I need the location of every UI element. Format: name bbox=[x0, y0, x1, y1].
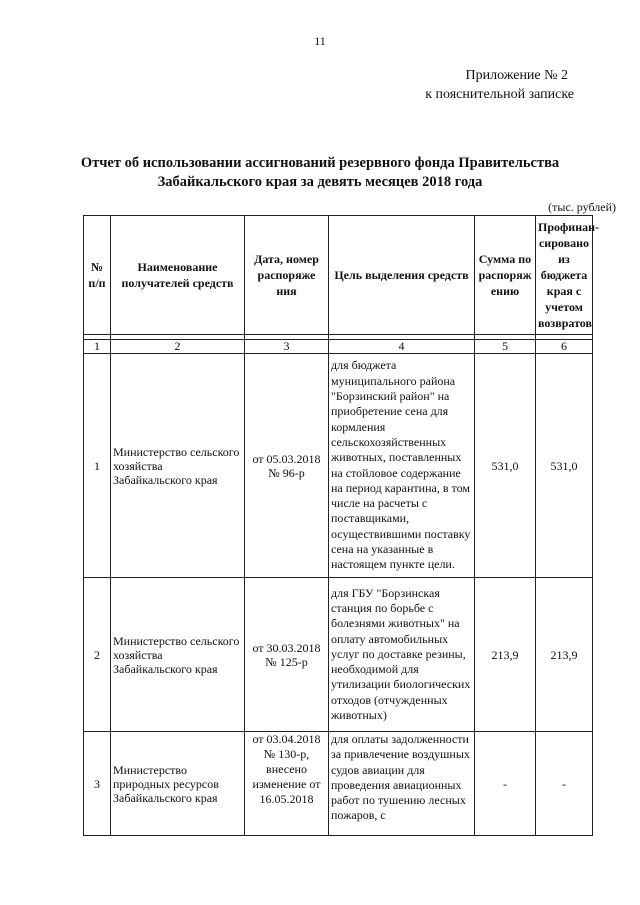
table-row bbox=[84, 578, 593, 732]
column-number: 4 bbox=[329, 340, 475, 354]
header-num: № п/п bbox=[84, 216, 111, 335]
row-purpose: для ГБУ "Борзинская станция по борьбе с болезнями животных" на оплату автомобильных услуг по доставке резины, необходимой для утилизации биологических отходов (отчужденных животных) bbox=[329, 578, 475, 732]
column-number: 3 bbox=[245, 340, 329, 354]
column-number-row bbox=[84, 340, 593, 354]
header-sum: Сумма по распоряж ению bbox=[475, 216, 536, 335]
row-num: 3 bbox=[84, 732, 111, 836]
report-title-line-1: Отчет об использовании ассигнований резервного фонда Правительства bbox=[80, 155, 560, 171]
row-sum: - bbox=[475, 732, 536, 836]
column-number: 6 bbox=[536, 340, 593, 354]
column-number: 1 bbox=[84, 340, 111, 354]
column-number: 5 bbox=[475, 340, 536, 354]
row-sum: 531,0 bbox=[475, 354, 536, 578]
row-date: от 30.03.2018 № 125-р bbox=[245, 578, 329, 732]
page-number: 11 bbox=[314, 34, 326, 48]
row-sum: 213,9 bbox=[475, 578, 536, 732]
row-num: 1 bbox=[84, 354, 111, 578]
header-recipient: Наименование получателей средств bbox=[111, 216, 245, 335]
appendix-line-1: Приложение № 2 bbox=[465, 68, 568, 83]
report-title-line-2: Забайкальского края за девять месяцев 2018 года bbox=[157, 174, 483, 190]
table-row bbox=[84, 732, 593, 836]
row-date: от 03.04.2018 № 130-р, внесено изменение от 16.05.2018 bbox=[245, 732, 329, 836]
header-date: Дата, номер распоряже ния bbox=[245, 216, 329, 335]
report-table bbox=[83, 215, 600, 836]
row-recipient: Министерство сельского хозяйства Забайкальского края bbox=[111, 578, 245, 732]
row-recipient: Министерство сельского хозяйства Забайкальского края bbox=[111, 354, 245, 578]
row-date: от 05.03.2018 № 96-р bbox=[245, 354, 329, 578]
row-purpose: для бюджета муниципального района "Борзинский район" на приобретение сена для кормления сельскохозяйственных животных, поставленных на стойловое содержание на период карантина, в том числе на расчеты с поставщиками, осуществившими поставку сена на указанные в настоящем пункте цели. bbox=[329, 354, 475, 578]
header-row bbox=[84, 216, 593, 335]
units-label: (тыс. рублей) bbox=[548, 200, 616, 214]
column-number: 2 bbox=[111, 340, 245, 354]
row-num: 2 bbox=[84, 578, 111, 732]
header-financed: Профинан- сировано из бюджета края с учетом возвратов bbox=[536, 216, 593, 335]
table-row bbox=[84, 354, 593, 578]
row-financed: - bbox=[536, 732, 593, 836]
report-title bbox=[40, 154, 600, 192]
row-recipient: Министерство природных ресурсов Забайкальского края bbox=[111, 732, 245, 836]
appendix-line-2: к пояснительной записке bbox=[425, 87, 574, 102]
header-purpose: Цель выделения средств bbox=[329, 216, 475, 335]
row-financed: 531,0 bbox=[536, 354, 593, 578]
row-financed: 213,9 bbox=[536, 578, 593, 732]
row-purpose: для оплаты задолженности за привлечение воздушных судов авиации для проведения авиационных работ по тушению лесных пожаров, с bbox=[329, 732, 475, 836]
appendix-note bbox=[425, 66, 574, 104]
